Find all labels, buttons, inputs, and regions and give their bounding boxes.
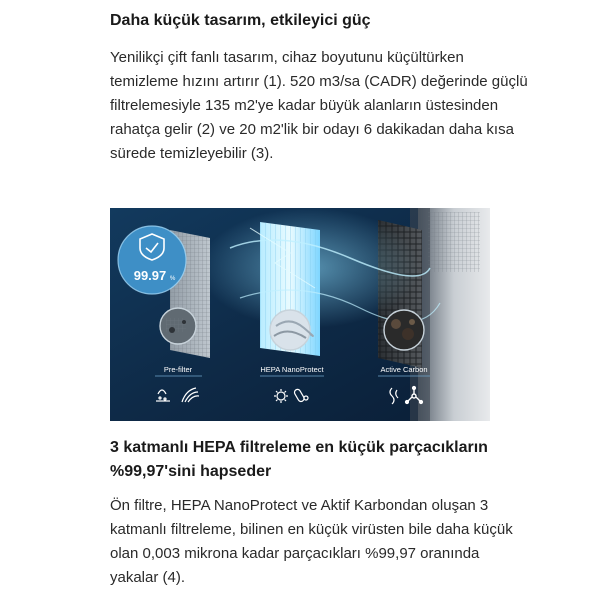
section-paragraph-compact-design: Yenilikçi çift fanlı tasarım, cihaz boyutunu küçültürken temizleme hızını artırır (1). 520 m3/sa (CADR) değerinde güçlü filtrelemesiyle 135 m2'ye kadar büyük alanların üstesinden rahatça gelir (2) ve 20 m2'lik bir odayı 6 dakikadan daha kısa sürede temizleyebilir (3). (110, 49, 528, 162)
filter-label-carbon: Active Carbon (380, 365, 428, 374)
section-heading-compact-design: Daha küçük tasarım, etkileyici güç (110, 12, 371, 29)
section-heading-hepa-filtration: 3 katmanlı HEPA filtreleme en küçük parçacıkların %99,97'sini hapseder (110, 439, 488, 480)
filter-label-pre-filter: Pre-filter (163, 365, 193, 374)
carbon-filter-zoom (384, 310, 424, 350)
filtration-banner (110, 208, 490, 421)
filter-label-hepa: HEPA NanoProtect (260, 365, 324, 374)
pre-filter-zoom (160, 308, 196, 344)
badge-value: 99.97 (133, 268, 167, 283)
badge-unit: % (170, 276, 176, 282)
efficiency-badge (118, 226, 186, 294)
section-paragraph-hepa-filtration: Ön filtre, HEPA NanoProtect ve Aktif Karbondan oluşan 3 katmanlı filtreleme, bilinen en küçük virüsten bile daha küçük olan 0,003 mikrona kadar parçacıkları %99,97 oranında yakalar (4). (110, 497, 513, 586)
